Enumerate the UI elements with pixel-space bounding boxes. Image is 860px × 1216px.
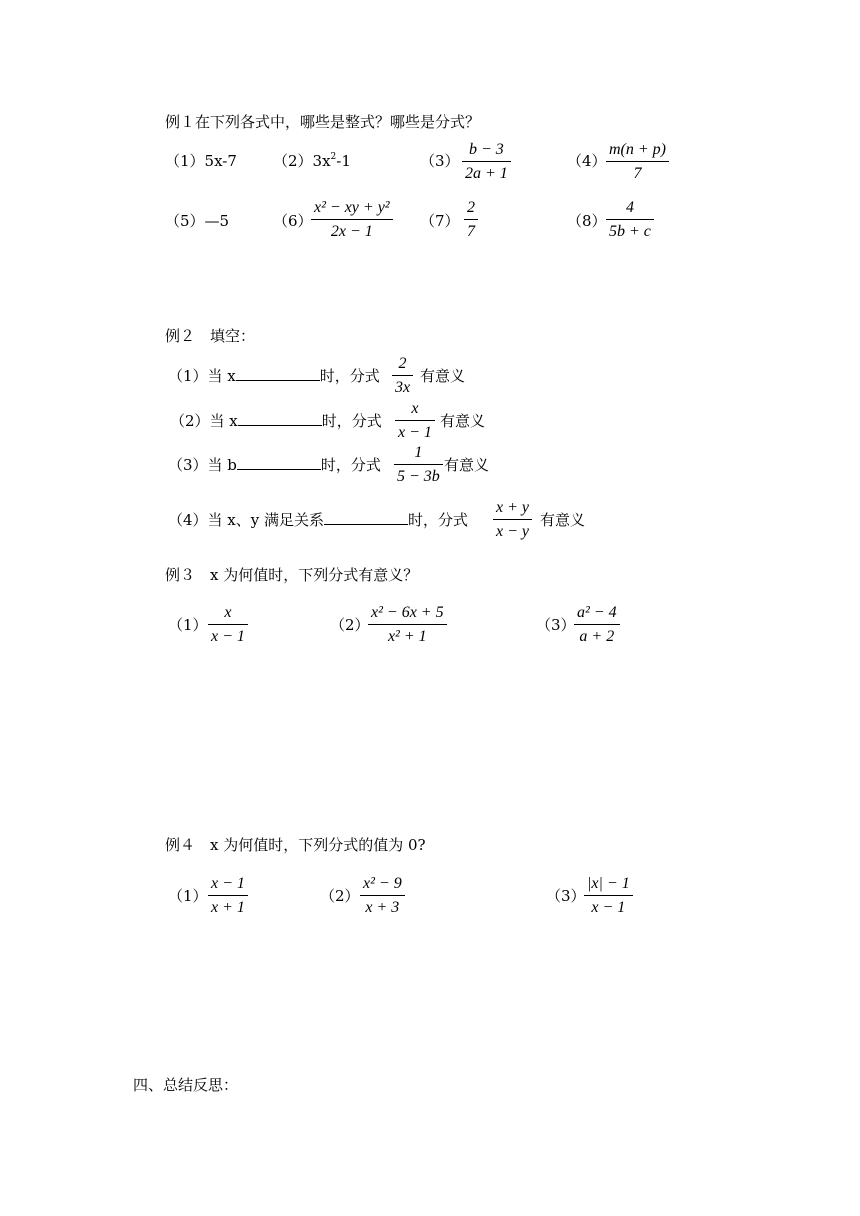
numerator: x bbox=[224, 604, 232, 621]
ex1-item-6-fraction bbox=[311, 198, 393, 241]
ex4-item-3-fraction bbox=[584, 874, 633, 917]
ex3-item-3-label: （3） bbox=[536, 616, 576, 634]
denominator: x − 1 bbox=[211, 628, 245, 645]
ex1-item-4-label: （4） bbox=[567, 152, 607, 170]
numerator: 2 bbox=[467, 199, 475, 216]
numerator: 4 bbox=[625, 199, 634, 216]
answer-blank[interactable] bbox=[324, 512, 408, 525]
ex2-line-2: （2）当 x 时，分式 bbox=[170, 412, 382, 430]
denominator: x² + 1 bbox=[387, 628, 427, 645]
ex1-item-2: $(2)3x^2-1$ bbox=[273, 152, 351, 170]
ex4-item-1-fraction bbox=[208, 874, 248, 917]
denominator: 7 bbox=[467, 223, 475, 240]
fraction-bar bbox=[574, 624, 620, 625]
ex4-item-1-label: （1） bbox=[168, 887, 208, 905]
numerator: x − 1 bbox=[211, 875, 245, 892]
numerator: a² − 4 bbox=[577, 604, 617, 621]
denominator: x − 1 bbox=[591, 899, 626, 916]
ex1-item-1: （1）5x-7 bbox=[165, 152, 237, 170]
ex2-line-3-suffix: 有意义 bbox=[444, 456, 490, 474]
answer-blank[interactable] bbox=[236, 368, 320, 381]
ex2-line-1-fraction bbox=[392, 354, 413, 397]
denominator: 2a + 1 bbox=[465, 165, 508, 182]
ex1-item-7-fraction bbox=[464, 198, 478, 241]
fraction-bar bbox=[208, 624, 248, 625]
ex2-line-1-suffix: 有意义 bbox=[420, 367, 466, 385]
ex2-line-1: （1）当 x 时，分式 bbox=[168, 367, 380, 385]
ex1-item-8-label: （8） bbox=[567, 212, 607, 230]
ex3-item-2-label: （2） bbox=[330, 616, 370, 634]
ex1-item-6-label: （6） bbox=[273, 212, 313, 230]
ex1-item-8-fraction bbox=[606, 198, 654, 241]
example-2-title: 例２ 填空： bbox=[165, 327, 256, 345]
fraction-bar bbox=[462, 161, 511, 162]
ex3-item-2-fraction bbox=[368, 603, 447, 646]
numerator: x bbox=[411, 400, 419, 417]
ex4-item-2-fraction bbox=[360, 874, 405, 917]
denominator: x − y bbox=[496, 523, 529, 540]
fraction-bar bbox=[368, 624, 447, 625]
ex3-item-3-fraction bbox=[574, 603, 620, 646]
denominator: x − 1 bbox=[398, 424, 432, 441]
fraction-bar bbox=[606, 219, 654, 220]
denominator: x + 1 bbox=[211, 899, 245, 916]
fraction-bar bbox=[395, 420, 435, 421]
ex3-item-1-fraction bbox=[208, 603, 248, 646]
ex3-item-1-label: （1） bbox=[168, 616, 208, 634]
example-4-title: 例４ x 为何值时，下列分式的值为 0? bbox=[165, 836, 426, 854]
numerator: b − 3 bbox=[469, 141, 504, 158]
denominator: a + 2 bbox=[579, 628, 615, 645]
fraction-bar bbox=[392, 375, 413, 376]
numerator: |x| − 1 bbox=[587, 875, 630, 892]
ex2-line-4-suffix: 有意义 bbox=[540, 511, 586, 529]
numerator: 2 bbox=[398, 355, 407, 372]
denominator: 7 bbox=[633, 165, 642, 182]
fraction-bar bbox=[493, 519, 532, 520]
numerator: x² − xy + y² bbox=[314, 199, 390, 216]
ex1-item-3-label: （3） bbox=[420, 152, 460, 170]
fraction-bar bbox=[394, 464, 443, 465]
ex1-item-5: （5）—5 bbox=[165, 212, 230, 230]
ex2-line-2-suffix: 有意义 bbox=[440, 412, 486, 430]
numerator: x + y bbox=[496, 499, 529, 516]
denominator: x + 3 bbox=[365, 899, 400, 916]
numerator: m(n + p) bbox=[609, 141, 667, 158]
ex2-line-3-fraction bbox=[394, 443, 443, 486]
ex2-line-2-fraction bbox=[395, 399, 435, 442]
fraction-bar bbox=[208, 895, 248, 896]
denominator: 3x bbox=[395, 379, 411, 396]
denominator: 5b + c bbox=[609, 223, 651, 240]
answer-blank[interactable] bbox=[238, 413, 322, 426]
fraction-bar bbox=[311, 219, 393, 220]
summary-heading: 四、总结反思： bbox=[133, 1076, 239, 1094]
ex4-item-2-label: （2） bbox=[320, 887, 360, 905]
fraction-bar bbox=[584, 895, 633, 896]
fraction-bar bbox=[360, 895, 405, 896]
denominator: 2x − 1 bbox=[330, 223, 373, 240]
numerator: x² − 9 bbox=[363, 875, 402, 892]
answer-blank[interactable] bbox=[237, 457, 321, 470]
numerator: 1 bbox=[414, 444, 423, 461]
fraction-bar bbox=[464, 219, 478, 220]
ex2-line-3: （3）当 b 时，分式 bbox=[168, 456, 381, 474]
example-3-title: 例３ x 为何值时，下列分式有意义？ bbox=[165, 566, 419, 584]
example-1-title: 例１在下列各式中，哪些是整式？哪些是分式？ bbox=[165, 113, 481, 131]
ex1-item-4-fraction bbox=[606, 140, 669, 183]
denominator: 5 − 3b bbox=[397, 468, 440, 485]
ex1-item-3-fraction bbox=[462, 140, 511, 183]
ex2-line-4: （4）当 x、y 满足关系 时，分式 bbox=[168, 511, 469, 529]
ex1-item-7-label: （7） bbox=[420, 212, 460, 230]
fraction-bar bbox=[606, 161, 669, 162]
ex4-item-3-label: （3） bbox=[546, 887, 586, 905]
numerator: x² − 6x + 5 bbox=[371, 604, 444, 621]
ex2-line-4-fraction bbox=[493, 498, 532, 541]
